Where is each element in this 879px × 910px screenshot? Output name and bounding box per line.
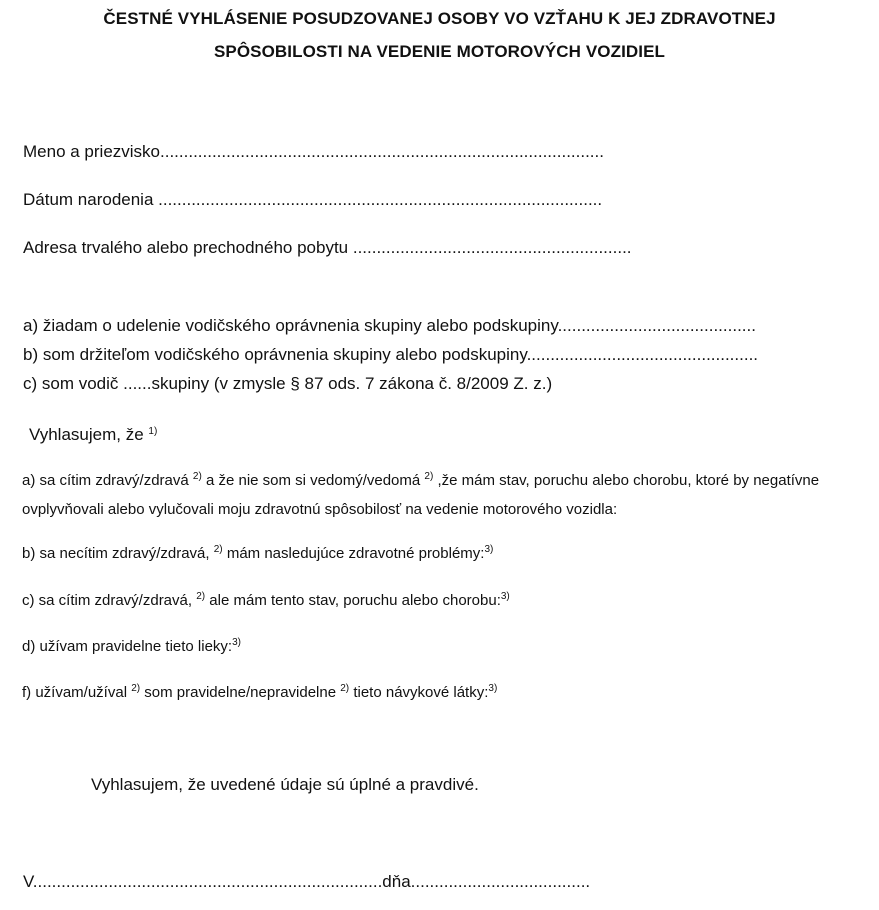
birth-date-field-line: Dátum narodenia .............................................................................................. [23, 190, 603, 209]
footnote-ref: 2) [131, 683, 141, 694]
document-title-line-2: SPÔSOBILOSTI NA VEDENIE MOTOROVÝCH VOZIDIEL [213, 42, 666, 61]
option-a-line: a) žiadam o udelenie vodičského oprávnenia skupiny alebo podskupiny.......................................... [23, 316, 756, 335]
declaration-item-a [22, 466, 868, 524]
declaration-item-b [22, 539, 868, 568]
footnote-ref: 2) [196, 591, 206, 602]
option-b-line: b) som držiteľom vodičského oprávnenia skupiny alebo podskupiny................................................. [23, 345, 759, 364]
footnote-ref: 2) [424, 471, 434, 482]
footnote-ref: 2) [340, 683, 350, 694]
declaration-item-f [22, 678, 868, 707]
footnote-ref: 3) [484, 544, 494, 555]
item-a-text-1: a) sa cítim zdravý/zdravá [22, 472, 189, 489]
item-c-text-2: ale mám tento stav, poruchu alebo chorobu: [209, 592, 501, 609]
declaration-heading-text: Vyhlasujem, že [29, 425, 144, 444]
item-d-text-1: d) užívam pravidelne tieto lieky: [22, 638, 233, 655]
footnote-ref: 3) [232, 637, 242, 648]
declaration-heading [29, 425, 157, 445]
place-date-signature-line: V..........................................................................dňa...................................... [23, 872, 591, 891]
document-title-line-1: ČESTNÉ VYHLÁSENIE POSUDZOVANEJ OSOBY VO VZŤAHU K JEJ ZDRAVOTNEJ [103, 9, 776, 28]
option-c-line: c) som vodič ......skupiny (v zmysle § 87 ods. 7 zákona č. 8/2009 Z. z.) [23, 374, 553, 393]
final-statement: Vyhlasujem, že uvedené údaje sú úplné a pravdivé. [91, 775, 479, 794]
item-a-text-3: ,že mám stav, poruchu alebo chorobu, ktoré by negatívne ovplyvňovali alebo vylučovali moju zdravotnú spôsobilosť na vedenie motorového vozidla: [22, 472, 820, 518]
address-field-line: Adresa trvalého alebo prechodného pobytu ........................................................... [23, 238, 632, 257]
item-f-text-2: som pravidelne/nepravidelne [144, 684, 337, 701]
footnote-ref: 1) [148, 426, 158, 437]
declaration-item-d [22, 632, 868, 661]
footnote-ref: 3) [488, 683, 498, 694]
footnote-ref: 2) [213, 544, 223, 555]
footnote-ref: 2) [192, 471, 202, 482]
item-c-text-1: c) sa cítim zdravý/zdravá, [22, 592, 193, 609]
declaration-item-c [22, 586, 868, 615]
item-f-text-1: f) užívam/užíval [22, 684, 128, 701]
item-b-text-1: b) sa necítim zdravý/zdravá, [22, 545, 210, 562]
item-a-text-2: a že nie som si vedomý/vedomá [205, 472, 421, 489]
item-b-text-2: mám nasledujúce zdravotné problémy: [226, 545, 485, 562]
name-field-line: Meno a priezvisko.............................................................................................. [23, 142, 604, 161]
item-f-text-3: tieto návykové látky: [353, 684, 489, 701]
footnote-ref: 3) [500, 591, 510, 602]
